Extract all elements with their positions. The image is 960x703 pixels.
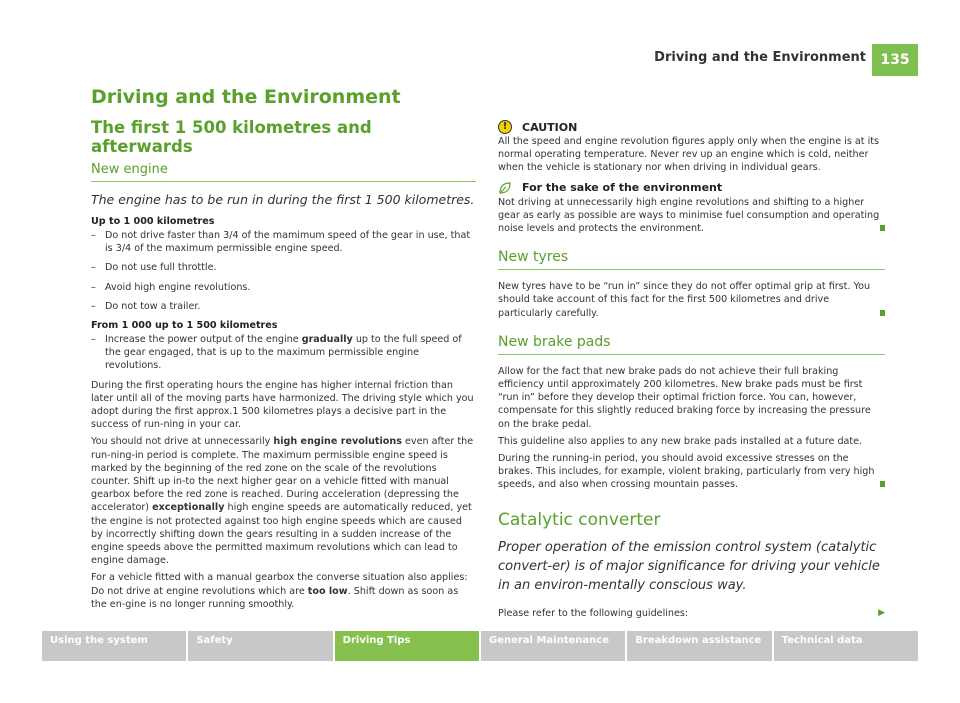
text: up to the full speed of the gear engaged, that is up to the maximum permissible engine revolutions. <box>105 334 462 372</box>
text-bold: exceptionally <box>152 502 225 514</box>
list-item: – Avoid high engine revolutions. <box>91 281 476 294</box>
caution-text: All the speed and engine revolution figures apply only when the engine is at its normal operating temperature. Never rev up an engine which is cold, neither when the vehicle is stationary nor when driving in individual gears. <box>498 136 880 174</box>
text: During the running-in period, you should avoid excessive stresses on the brakes. This includes, for example, violent braking, particularly from very high speeds, and also when crossing mountain passes. <box>498 453 875 491</box>
text: New tyres have to be “run in” since they do not offer optimal grip at first. You should take account of this fact for the first 500 kilometres and drive particularly carefully. <box>498 281 871 319</box>
paragraph: Allow for the fact that new brake pads do not achieve their full braking efficiency until approximately 200 kilometres. New brake pads must be first “run in” before they develop their optimal friction force. You can, however, compensate for this slightly reduced braking force by increasing the pressure on the brake pedal. <box>498 365 871 430</box>
environment-header <box>498 181 885 195</box>
caution-header <box>498 120 885 134</box>
caution-icon: ! <box>498 120 512 134</box>
text-bold: high engine revolutions <box>273 436 402 448</box>
list-item <box>91 333 476 373</box>
left-column <box>91 86 476 615</box>
section-title: The first 1 500 kilometres and afterwards <box>91 118 372 156</box>
caution-title: CAUTION <box>522 120 578 134</box>
environment-note <box>498 181 885 236</box>
paragraph <box>91 571 476 611</box>
text: For a vehicle fitted with a manual gearbox the converse situation also applies: Do not drive at engine revolutions which are <box>91 572 468 597</box>
caution-note <box>498 120 885 175</box>
subhead-new-brake-pads: New brake pads <box>498 334 885 355</box>
section-end-icon <box>880 225 885 231</box>
text: Please refer to the following guidelines: <box>498 607 689 619</box>
leaf-icon <box>498 181 512 195</box>
text: You should not drive at unnecessarily <box>91 436 274 448</box>
text: . Shift down as soon as the en-gine is no longer running smoothly. <box>91 585 459 610</box>
paragraph <box>91 435 476 567</box>
text: Not driving at unnecessarily high engine revolutions and shifting to a higher gear as early as possible are ways to minimise fuel consumption and operating noise levels and protects the environment. <box>498 196 880 235</box>
paragraph <box>498 452 885 492</box>
text: high engine speeds are automatically reduced, yet the engine is not protected against too high engine speeds which are caused by incorrectly shifting down the gears resulting in a sudden increase of the engine speeds above the permitted maximum revolutions which can lead to engine damage. <box>91 502 472 567</box>
text-bold: too low <box>307 585 348 597</box>
tab-driving-tips[interactable]: Driving Tips <box>335 631 479 661</box>
catalytic-text <box>498 607 885 620</box>
subhead-new-engine: New engine <box>91 162 476 182</box>
tyres-text <box>498 280 885 320</box>
tab-safety[interactable]: Safety <box>188 631 332 661</box>
tab-technical-data[interactable]: Technical data <box>774 631 918 661</box>
section-end-icon <box>880 481 885 487</box>
lead-up-to-1000: Up to 1 000 kilometres <box>91 216 215 227</box>
list-item: – Do not tow a trailer. <box>91 300 476 313</box>
chapter-title: Driving and the Environment <box>91 86 401 108</box>
paragraph: This guideline also applies to any new brake pads installed at a future date. <box>498 435 863 447</box>
paragraph: During the first operating hours the engine has higher internal friction than later until all of the moving parts have harmonized. The driving style which you adopt during the first approx.1 500 kilometres plays a decisive part in the success of run-ning in your car. <box>91 379 474 431</box>
section-end-icon <box>880 310 885 316</box>
chapter-tabs <box>42 631 918 661</box>
header-title: Driving and the Environment <box>654 50 866 65</box>
lead-1000-1500: From 1 000 up to 1 500 kilometres <box>91 320 278 332</box>
text-bold: gradually <box>301 334 353 346</box>
catalytic-intro: Proper operation of the emission control system (catalytic convert-er) is of major significance for driving your vehicle in an environ-mentally conscious way. <box>498 539 880 593</box>
continue-arrow-icon: ▶ <box>878 607 885 618</box>
text: Increase the power output of the engine <box>105 334 302 346</box>
environment-title: For the sake of the environment <box>522 181 723 195</box>
intro-text: The engine has to be run in during the first 1 500 kilometres. <box>91 192 475 207</box>
environment-text <box>498 196 885 236</box>
list-item: – Do not drive faster than 3/4 of the mamimum speed of the gear in use, that is 3/4 of the maximum permissible engine speed. <box>91 229 476 255</box>
tab-general-maintenance[interactable]: General Maintenance <box>481 631 625 661</box>
list-item: – Do not use full throttle. <box>91 261 476 274</box>
tab-breakdown-assistance[interactable]: Breakdown assistance <box>627 631 771 661</box>
text: even after the run-ning-in period is complete. The maximum permissible engine speed is marked by the beginning of the red zone on the scale of the revolutions counter. Shift up in-to the next higher gear on a vehicle fitted with manual gearbox before the red zone is reached. During acceleration (depressing the accelerator) <box>91 436 474 514</box>
tab-using-the-system[interactable]: Using the system <box>42 631 186 661</box>
right-column <box>498 120 885 624</box>
subhead-new-tyres: New tyres <box>498 249 885 270</box>
catalytic-title: Catalytic converter <box>498 509 661 530</box>
page-header <box>0 44 960 76</box>
page-number: 135 <box>872 44 918 76</box>
